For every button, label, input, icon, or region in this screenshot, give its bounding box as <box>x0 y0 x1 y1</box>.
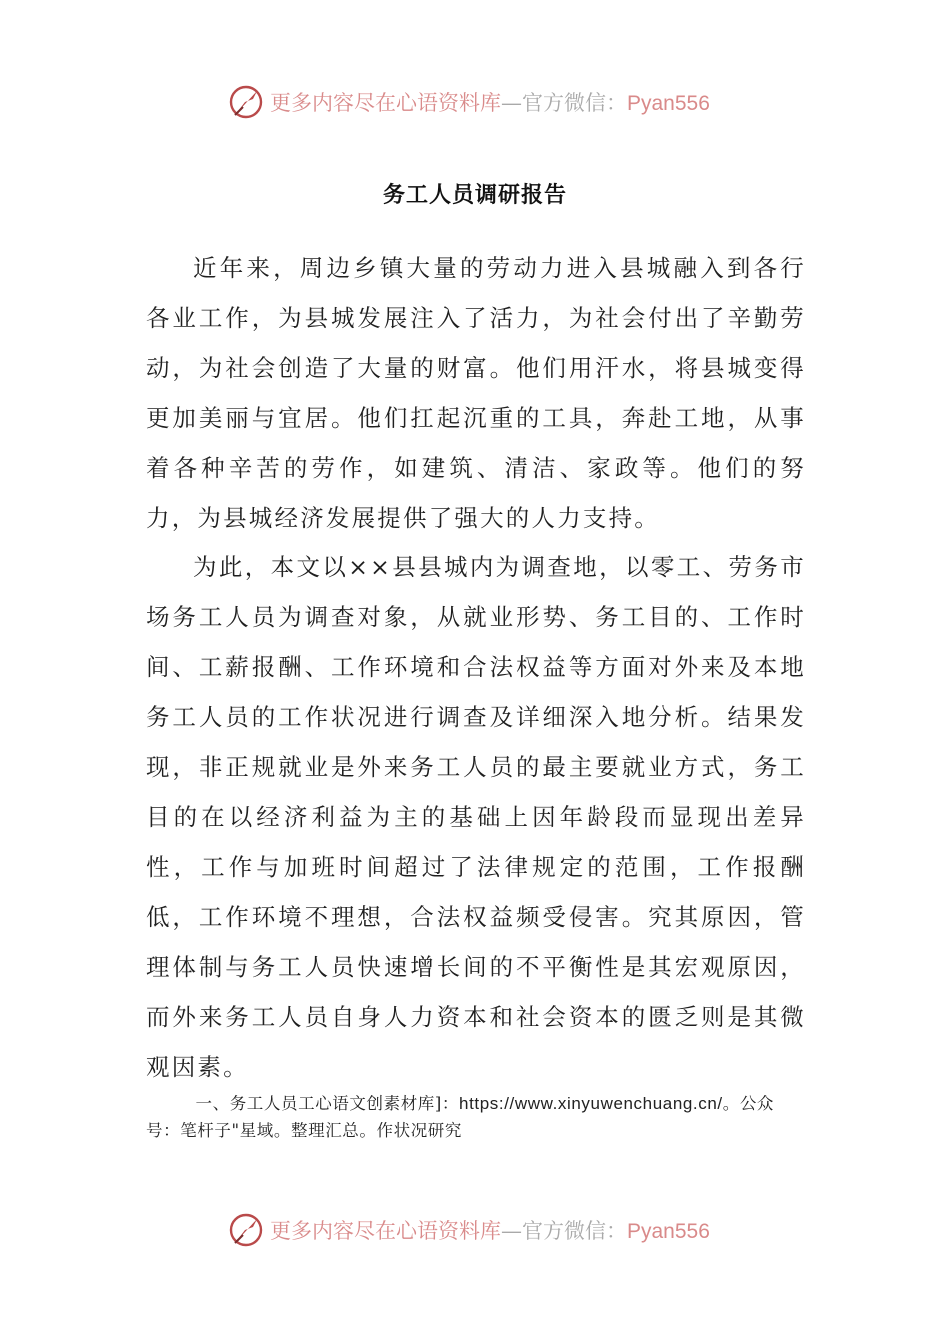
top-watermark-banner <box>226 80 746 124</box>
footnote <box>146 1090 808 1144</box>
banner-site-name: 更多内容尽在心语资料库 <box>270 1219 501 1243</box>
quill-pen-logo-icon <box>226 82 266 122</box>
document-body <box>146 244 806 1092</box>
paragraph-1: 近年来，周边乡镇大量的劳动力进入县城融入到各行各业工作，为县城发展注入了活力，为社会付出了辛勤劳动，为社会创造了大量的财富。他们用汗水，将县城变得更加美丽与宜居。他们扛起沉重的工具，奔赴工地，从事着各种辛苦的劳作，如建筑、清洁、家政等。他们的努力，为县城经济发展提供了强大的人力支持。 <box>146 254 806 532</box>
banner-wechat-id: Pyan556 <box>627 92 710 115</box>
banner-site-name: 更多内容尽在心语资料库 <box>270 91 501 115</box>
footnote-url-link[interactable]: https://www.xinyuwenchuang.cn/ <box>459 1094 723 1113</box>
banner-wechat-label: —官方微信： <box>501 1219 627 1243</box>
bottom-watermark-banner <box>226 1208 746 1252</box>
footnote-suffix: 。公众号：笔杆子"星域。整理汇总。作状况研究 <box>146 1094 775 1140</box>
banner-wechat-label: —官方微信： <box>501 91 627 115</box>
document-title: 务工人员调研报告 <box>382 183 567 208</box>
paragraph-2: 为此，本文以××县县城内为调查地，以零工、劳务市场务工人员为调查对象，从就业形势、务工目的、工作时间、工薪报酬、工作环境和合法权益等方面对外来及本地务工人员的工作状况进行调查及详细深入地分析。结果发现，非正规就业是外来务工人员的最主要就业方式，务工目的在以经济利益为主的基础上因年龄段而显现出差异性，工作与加班时间超过了法律规定的范围，工作报酬低，工作环境不理想，合法权益频受侵害。究其原因，管理体制与务工人员快速增长间的不平衡性是其宏观原因，而外来务工人员自身人力资本和社会资本的匮乏则是其微观因素。 <box>146 553 806 1081</box>
banner-text <box>270 1215 710 1245</box>
footnote-prefix: 一、务工人员工心语文创素材库]： <box>195 1094 460 1113</box>
banner-wechat-id: Pyan556 <box>627 1220 710 1243</box>
banner-text <box>270 87 710 117</box>
quill-pen-logo-icon <box>226 1210 266 1250</box>
